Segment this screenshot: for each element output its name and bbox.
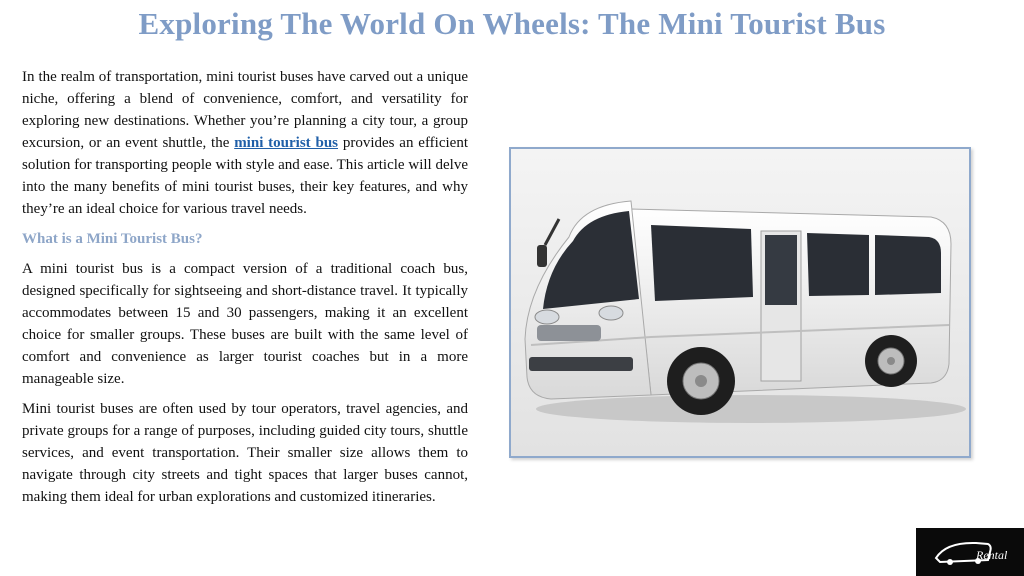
intro-text-start: In the realm of transportation, mini tourist buses have carved out a unique niche, offering a blend of convenience, comfort, and versatility for exploring new destinations. Whether you’re planning a city tour, a group excursion, or an event shuttle, the [22, 69, 468, 151]
definition-paragraph: A mini tourist bus is a compact version of a traditional coach bus, designed specifically for sightseeing and short-distance travel. It typically accommodates between 15 and 30 passengers, making it an excellent choice for smaller groups. These buses are built with the same level of comfort and convenience as larger tourist coaches but in a more manageable size. [22, 261, 468, 387]
logo-text: Rental [976, 548, 1008, 562]
intro-text-end: provides an efficient solution for transporting people with style and ease. This article will delve into the many benefits of mini tourist buses, their key features, and why they’re an ideal choice for various travel needs. [22, 135, 468, 217]
article-body [22, 66, 468, 516]
section-heading: What is a Mini Tourist Bus? [22, 231, 203, 247]
bus-logo-icon [916, 528, 1024, 576]
page-title: Exploring The World On Wheels: The Mini Tourist Bus [138, 6, 886, 41]
intro-paragraph [22, 66, 468, 220]
mini-tourist-bus-link[interactable]: mini tourist bus [234, 135, 339, 151]
rental-logo [916, 528, 1024, 576]
bus-photo [509, 147, 971, 458]
mini-bus-illustration [511, 149, 969, 456]
usage-paragraph: Mini tourist buses are often used by tour operators, travel agencies, and private groups for a range of purposes, including guided city tours, shuttle services, and event transportation. Their smaller size allows them to navigate through city streets and tight spaces that larger buses cannot, making them ideal for urban explorations and customized itineraries. [22, 401, 468, 505]
